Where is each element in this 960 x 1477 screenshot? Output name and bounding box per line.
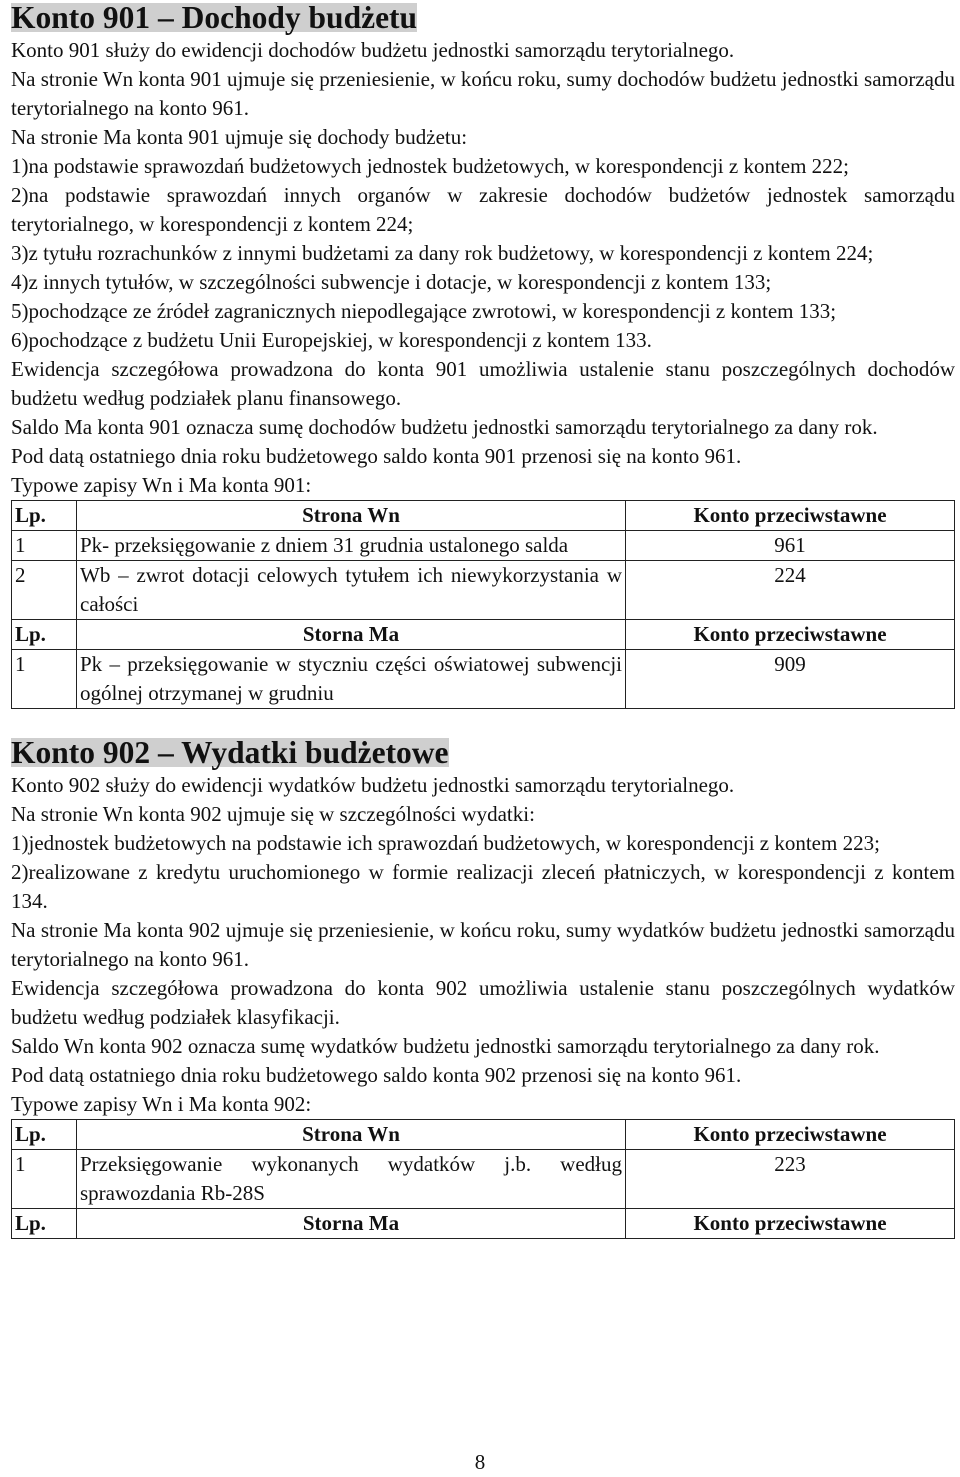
- paragraph: Saldo Ma konta 901 oznacza sumę dochodów budżetu jednostki samorządu terytorialnego za dany rok.: [11, 415, 878, 439]
- cell-desc: Przeksięgowanie wykonanych wydatków j.b. według sprawozdania Rb-28S: [77, 1150, 626, 1209]
- entries-table: [11, 500, 955, 709]
- table-row: [12, 650, 955, 709]
- section-konto-902: [11, 735, 955, 1239]
- list-item: 1)na podstawie sprawozdań budżetowych jednostek budżetowych, w korespondencji z kontem 222;: [11, 154, 850, 178]
- header-cell-konto: Konto przeciwstawne: [626, 1209, 955, 1239]
- header-cell-lp: Lp.: [12, 620, 77, 650]
- table-header-row: [12, 1209, 955, 1239]
- cell-desc: Pk- przeksięgowanie z dniem 31 grudnia ustalonego salda: [77, 531, 626, 561]
- paragraph: Na stronie Ma konta 902 ujmuje się przeniesienie, w końcu roku, sumy wydatków budżetu jednostki samorządu terytorialnego na konto 961.: [11, 918, 955, 971]
- list-item: 5)pochodzące ze źródeł zagranicznych niepodlegające zwrotowi, w korespondencji z kontem 133;: [11, 299, 837, 323]
- cell-lp: 1: [12, 650, 77, 709]
- paragraph: Typowe zapisy Wn i Ma konta 901:: [11, 473, 312, 497]
- cell-konto: 223: [626, 1150, 955, 1209]
- cell-konto: 961: [626, 531, 955, 561]
- header-cell-side: Strona Wn: [77, 1120, 626, 1150]
- header-cell-konto: Konto przeciwstawne: [626, 1120, 955, 1150]
- cell-desc: Pk – przeksięgowanie w styczniu części oświatowej subwencji ogólnej otrzymanej w grudniu: [77, 650, 626, 709]
- header-cell-lp: Lp.: [12, 1120, 77, 1150]
- header-cell-lp: Lp.: [12, 1209, 77, 1239]
- paragraph: Pod datą ostatniego dnia roku budżetowego saldo konta 902 przenosi się na konto 961.: [11, 1063, 742, 1087]
- header-cell-konto: Konto przeciwstawne: [626, 620, 955, 650]
- paragraph: Na stronie Ma konta 901 ujmuje się dochody budżetu:: [11, 125, 468, 149]
- header-cell-konto: Konto przeciwstawne: [626, 501, 955, 531]
- list-item: 1)jednostek budżetowych na podstawie ich sprawozdań budżetowych, w korespondencji z kontem 223;: [11, 831, 880, 855]
- table-row: [12, 561, 955, 620]
- list-item: 4)z innych tytułów, w szczególności subwencje i dotacje, w korespondencji z kontem 133;: [11, 270, 772, 294]
- header-cell-side: Storna Ma: [77, 620, 626, 650]
- table-header-row: [12, 620, 955, 650]
- paragraph: Pod datą ostatniego dnia roku budżetowego saldo konta 901 przenosi się na konto 961.: [11, 444, 742, 468]
- cell-konto: 909: [626, 650, 955, 709]
- table-header-row: [12, 501, 955, 531]
- list-item: 2)na podstawie sprawozdań innych organów w zakresie dochodów budżetów jednostek samorządu terytorialnego, w korespondencji z kontem 224;: [11, 183, 955, 236]
- header-cell-side: Storna Ma: [77, 1209, 626, 1239]
- section-spacer: [11, 709, 955, 738]
- paragraph: Typowe zapisy Wn i Ma konta 902:: [11, 1092, 312, 1116]
- cell-konto: 224: [626, 561, 955, 620]
- entries-table: [11, 1119, 955, 1239]
- section-heading: Konto 901 – Dochody budżetu: [11, 0, 418, 35]
- header-cell-side: Strona Wn: [77, 501, 626, 531]
- cell-desc: Wb – zwrot dotacji celowych tytułem ich niewykorzystania w całości: [77, 561, 626, 620]
- paragraph: Ewidencja szczegółowa prowadzona do konta 901 umożliwia ustalenie stanu poszczególnych dochodów budżetu według podziałek planu finansowego.: [11, 357, 955, 410]
- section-heading: Konto 902 – Wydatki budżetowe: [11, 735, 449, 770]
- paragraph: Na stronie Wn konta 902 ujmuje się w szczególności wydatki:: [11, 802, 535, 826]
- cell-lp: 2: [12, 561, 77, 620]
- paragraph: Konto 902 służy do ewidencji wydatków budżetu jednostki samorządu terytorialnego.: [11, 773, 735, 797]
- cell-lp: 1: [12, 1150, 77, 1209]
- header-cell-lp: Lp.: [12, 501, 77, 531]
- paragraph: Saldo Wn konta 902 oznacza sumę wydatków budżetu jednostki samorządu terytorialnego za dany rok.: [11, 1034, 880, 1058]
- list-item: 6)pochodzące z budżetu Unii Europejskiej, w korespondencji z kontem 133.: [11, 328, 652, 352]
- wn-entries-list: [11, 829, 955, 916]
- document-page: [11, 0, 955, 1239]
- section-konto-901: [11, 0, 955, 709]
- paragraph: Na stronie Wn konta 901 ujmuje się przeniesienie, w końcu roku, sumy dochodów budżetu jednostki samorządu terytorialnego na konto 961.: [11, 67, 955, 120]
- list-item: 2)realizowane z kredytu uruchomionego w formie realizacji zleceń płatniczych, w korespondencji z kontem 134.: [11, 860, 955, 913]
- table-row: [12, 1150, 955, 1209]
- ma-entries-list: [11, 152, 955, 355]
- page-number: 8: [474, 1450, 486, 1474]
- paragraph: Konto 901 służy do ewidencji dochodów budżetu jednostki samorządu terytorialnego.: [11, 38, 735, 62]
- cell-lp: 1: [12, 531, 77, 561]
- table-header-row: [12, 1120, 955, 1150]
- paragraph: Ewidencja szczegółowa prowadzona do konta 902 umożliwia ustalenie stanu poszczególnych wydatków budżetu według podziałek klasyfikacji.: [11, 976, 955, 1029]
- list-item: 3)z tytułu rozrachunków z innymi budżetami za dany rok budżetowy, w korespondencji z kontem 224;: [11, 241, 874, 265]
- table-row: [12, 531, 955, 561]
